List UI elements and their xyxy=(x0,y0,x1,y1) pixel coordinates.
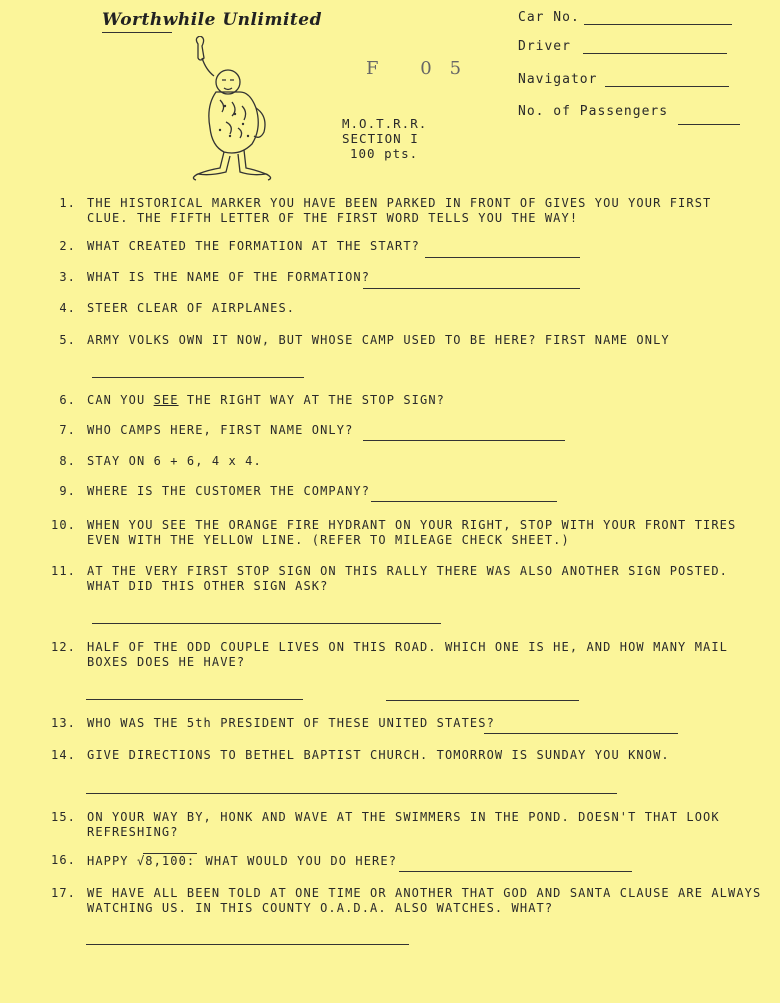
question-text: ON YOUR WAY BY, HONK AND WAVE AT THE SWIMMERS IN THE POND. DOESN'T THAT LOOK xyxy=(87,810,720,824)
question-number: 7. xyxy=(59,423,76,437)
question-number: 17. xyxy=(51,886,76,900)
brand-underline xyxy=(102,32,172,33)
question-text: WE HAVE ALL BEEN TOLD AT ONE TIME OR ANOTHER THAT GOD AND SANTA CLAUSE ARE ALWAYS xyxy=(87,886,762,900)
question-number: 2. xyxy=(59,239,76,253)
section-org: M.O.T.R.R. xyxy=(342,116,428,131)
section-number: SECTION I xyxy=(342,131,419,146)
answer-blank-16[interactable] xyxy=(399,871,632,872)
brand-logo-text: Worthwhile Unlimited xyxy=(102,10,322,30)
question-text: WHAT DID THIS OTHER SIGN ASK? xyxy=(87,578,329,593)
question-text: WHO CAMPS HERE, FIRST NAME ONLY? xyxy=(87,423,354,437)
answer-blank-12a[interactable] xyxy=(86,699,303,700)
question-number: 3. xyxy=(59,270,76,284)
navigator-label: Navigator xyxy=(518,72,598,87)
answer-blank-12b[interactable] xyxy=(386,700,579,701)
question-text: THE HISTORICAL MARKER YOU HAVE BEEN PARKED IN FRONT OF GIVES YOU YOUR FIRST xyxy=(87,196,712,210)
navigator-field[interactable] xyxy=(518,72,729,87)
question-text: REFRESHING? xyxy=(87,824,179,839)
passengers-field[interactable] xyxy=(518,104,740,119)
radicand: 8,100: xyxy=(145,854,196,868)
driver-blank[interactable] xyxy=(583,53,727,54)
question-text: GIVE DIRECTIONS TO BETHEL BAPTIST CHURCH. TOMORROW IS SUNDAY YOU KNOW. xyxy=(87,748,670,762)
question-number: 6. xyxy=(59,393,76,407)
mascot-illustration-icon xyxy=(180,36,275,181)
answer-blank-13[interactable] xyxy=(484,733,678,734)
question-number: 4. xyxy=(59,301,76,315)
answer-blank-11[interactable] xyxy=(92,623,441,624)
question-text: HALF OF THE ODD COUPLE LIVES ON THIS ROAD. WHICH ONE IS HE, AND HOW MANY MAIL xyxy=(87,640,728,654)
question-number: 9. xyxy=(59,484,76,498)
question-number: 10. xyxy=(51,518,76,532)
question-text: CLUE. THE FIFTH LETTER OF THE FIRST WORD TELLS YOU THE WAY! xyxy=(87,210,579,225)
question-text: WATCHING US. IN THIS COUNTY O.A.D.A. ALSO WATCHES. WHAT? xyxy=(87,900,554,915)
question-number: 15. xyxy=(51,810,76,824)
question-text: WHO WAS THE 5th PRESIDENT OF THESE UNITED STATES? xyxy=(87,716,495,730)
answer-blank-9[interactable] xyxy=(371,501,557,502)
car-no-field[interactable] xyxy=(518,10,732,25)
question-text: EVEN WITH THE YELLOW LINE. (REFER TO MILEAGE CHECK SHEET.) xyxy=(87,532,570,547)
answer-blank-7[interactable] xyxy=(363,440,565,441)
answer-blank-2[interactable] xyxy=(425,257,580,258)
passengers-blank[interactable] xyxy=(678,124,740,125)
question-text: WHEN YOU SEE THE ORANGE FIRE HYDRANT ON YOUR RIGHT, STOP WITH YOUR FRONT TIRES xyxy=(87,518,737,532)
question-text: STEER CLEAR OF AIRPLANES. xyxy=(87,301,296,315)
passengers-label: No. of Passengers xyxy=(518,104,669,119)
question-text: WHERE IS THE CUSTOMER THE COMPANY? xyxy=(87,484,371,498)
question-number: 12. xyxy=(51,640,76,654)
question-number: 5. xyxy=(59,333,76,347)
question-text: ARMY VOLKS OWN IT NOW, BUT WHOSE CAMP USED TO BE HERE? FIRST NAME ONLY xyxy=(87,333,670,347)
question-number: 13. xyxy=(51,716,76,730)
question-text: AT THE VERY FIRST STOP SIGN ON THIS RALLY THERE WAS ALSO ANOTHER SIGN POSTED. xyxy=(87,564,728,578)
question-emphasis: SEE xyxy=(153,393,179,407)
answer-blank-14[interactable] xyxy=(86,793,617,794)
question-number: 16. xyxy=(51,853,76,867)
question-text: WHAT IS THE NAME OF THE FORMATION? xyxy=(87,270,371,284)
question-text: STAY ON 6 + 6, 4 x 4. xyxy=(87,454,262,468)
question-text xyxy=(87,393,445,408)
question-text-part: HAPPY xyxy=(87,854,137,868)
question-number: 8. xyxy=(59,454,76,468)
question-number: 1. xyxy=(59,196,76,210)
question-text: BOXES DOES HE HAVE? xyxy=(87,654,246,669)
question-text-part: CAN YOU xyxy=(87,393,154,407)
answer-blank-5[interactable] xyxy=(92,377,304,378)
car-no-label: Car No. xyxy=(518,10,580,25)
square-root-icon: √ xyxy=(136,854,146,868)
question-number: 11. xyxy=(51,564,76,578)
car-no-blank[interactable] xyxy=(584,24,732,25)
driver-label: Driver xyxy=(518,39,571,54)
question-text-part: THE RIGHT WAY AT THE STOP SIGN? xyxy=(178,393,445,407)
section-info xyxy=(342,116,427,161)
question-number: 14. xyxy=(51,748,76,762)
driver-field[interactable] xyxy=(518,39,727,54)
navigator-blank[interactable] xyxy=(605,86,729,87)
answer-blank-3[interactable] xyxy=(363,288,580,289)
form-stamp: F 05 xyxy=(366,58,480,79)
question-text: WHAT CREATED THE FORMATION AT THE START? xyxy=(87,239,420,253)
question-text xyxy=(87,853,397,869)
question-text-part: WHAT WOULD YOU DO HERE? xyxy=(197,854,398,868)
answer-blank-17[interactable] xyxy=(86,944,409,945)
section-points: 100 pts. xyxy=(350,146,419,161)
